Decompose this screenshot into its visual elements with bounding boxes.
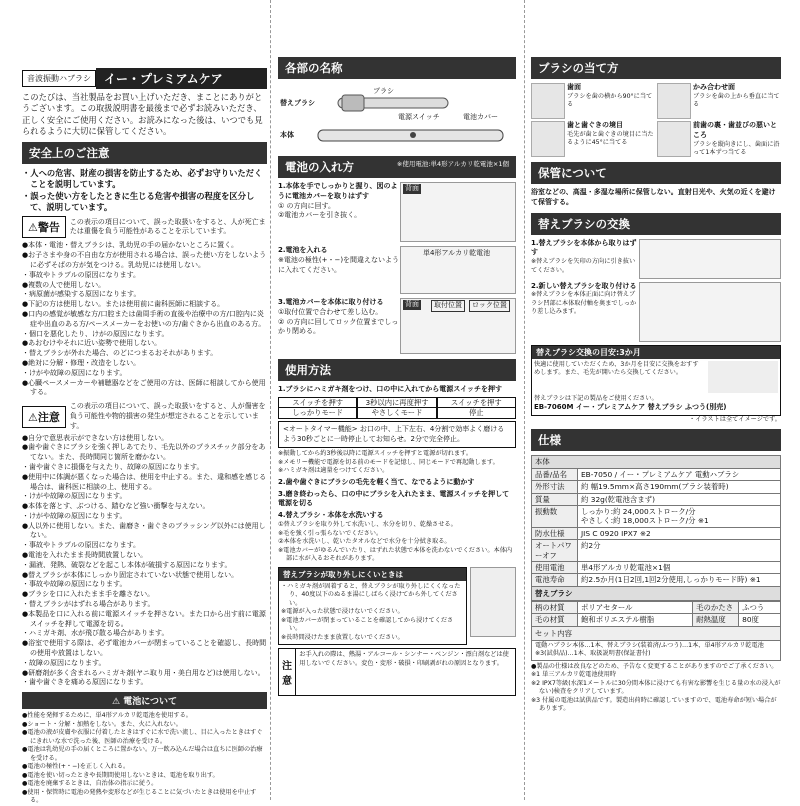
spec-heading: 仕様 bbox=[531, 429, 781, 451]
battery-step-2 bbox=[278, 246, 516, 294]
back-label: 背面 bbox=[405, 184, 419, 192]
spec-value: 単4形アルカリ乾電池×1個 bbox=[578, 562, 781, 574]
list-item: ●自分で意思表示ができない方は使用しない。 bbox=[22, 433, 169, 442]
spare-table bbox=[531, 601, 781, 627]
list-item: ・事故やトラブルの原因になります。 bbox=[22, 541, 141, 550]
list-item: ①替えブラシを取り外して水洗いし、水分を切り、乾燥させる。 bbox=[278, 521, 457, 529]
set-heading: セット内容 bbox=[531, 627, 781, 641]
angle-title: 前歯の裏・歯並びの悪いところ bbox=[693, 121, 777, 139]
mode-action: スイッチを押す bbox=[438, 398, 515, 408]
spec-key: オートパワーオフ bbox=[532, 540, 578, 562]
list-item: ・故障の原因になります。 bbox=[22, 658, 106, 667]
title-bar bbox=[22, 68, 267, 89]
angle-desc: ブラシを歯の上から垂直に当てる bbox=[693, 92, 780, 109]
list-item: ・ハミガキ剤が固着すると、替えブラシが取り外しにくくなったり、40度以下のぬるま湯にしばらく浸けてから外してください。 bbox=[281, 582, 461, 607]
angle-item bbox=[531, 121, 655, 157]
guide-title: 替えブラシ交換の目安:3か月 bbox=[532, 346, 780, 359]
step-2-title: 2.電池を入れる bbox=[278, 246, 328, 254]
step-1-title: 1.本体を手でしっかりと握り、図のように電池カバーを取りはずす bbox=[278, 182, 398, 200]
list-item: ●使用・保管時に電池の発熱や変形などが生じることに気づいたときは使用を中止する。 bbox=[22, 788, 257, 805]
column-safety bbox=[22, 52, 267, 805]
angle-item bbox=[531, 83, 655, 119]
replace-step-1-sub: ※替えブラシを矢印の方向に引き抜いてください。 bbox=[531, 258, 636, 274]
spec-row bbox=[532, 574, 781, 586]
step-1-sub: ① の方向に回す。 ②電池カバーを引き抜く。 bbox=[278, 201, 362, 220]
list-item: ●研磨剤が多く含まれるハミガキ剤(ヤニ取り用・美白用など)は使用しない。 bbox=[22, 668, 265, 677]
list-item: ●使用中に体調が悪くなった場合は、使用を中止する。また、違和感を感じる場合は、歯科医に相談の上、使用する。 bbox=[22, 472, 267, 491]
step-3-sub: ①取付位置で合わせて差し込む。 ② の方向に回してロック位置までしっかり閉める。 bbox=[278, 307, 399, 336]
mode-action: 3秒以内に再度押す bbox=[358, 398, 435, 408]
brush-callout: ブラシ bbox=[373, 87, 394, 95]
usage-step-4: 4.替えブラシ・本体を水洗いする bbox=[278, 511, 384, 520]
guide-spare: 替えブラシは下記の製品をご使用ください。 bbox=[534, 394, 658, 402]
safety-heading: 安全上のご注意 bbox=[22, 142, 267, 164]
product-name: イー・プレミアムケア bbox=[96, 68, 267, 89]
spec-key: 品番/品名 bbox=[532, 468, 578, 480]
list-item: ●絶対に分解・修理・改造をしない。 bbox=[22, 358, 141, 367]
replace-step-1-title: 1.替えブラシを本体から取りはずす bbox=[531, 238, 637, 257]
caution-desc: この表示の項目について、誤った取扱いをすると、人が傷害を負う可能性や物的損害の発生が想定されることを示しています。 bbox=[69, 402, 266, 430]
battery-notes-heading: ⚠ 電池について bbox=[22, 692, 267, 709]
care-caution-label: 注意 bbox=[279, 649, 296, 695]
spec-value: 約2.5か月(1日2回,1回2分使用,しっかりモード時) ※1 bbox=[578, 574, 781, 586]
angle-desc: ブラシを縦向きにし、歯面に沿って1本ずつ当てる bbox=[693, 140, 780, 157]
fold-line bbox=[270, 0, 271, 800]
auto-timer-note: <オートタイマー機能> お口の中、上下左右、4分割で効率よく磨けるよう30秒ごとに一時停止してお知らせ。2分で完全停止。 bbox=[278, 421, 516, 449]
list-item: ●口内の感覚が敏感な方/口腔または歯周手術の直後や治療中の方/口腔内に炎症や出血のある方/ペースメーカーをお使いの方/歯ぐきから出血のある方。 bbox=[22, 309, 266, 328]
attach-position-label: 取付位置 bbox=[431, 300, 465, 312]
list-item: ・替えブラシがはずれる場合があります。 bbox=[22, 600, 155, 609]
spec-value: 約 32g(乾電池含まず) bbox=[578, 493, 781, 505]
angle-title: かみ合わせ面 bbox=[693, 83, 735, 91]
list-item: ●心臓ペースメーカーや補聴器などをご使用の方は、医師に相談してから使用する。 bbox=[22, 378, 266, 397]
parts-diagram bbox=[278, 83, 516, 151]
list-item: ・誤った使い方をしたときに生じる危害や損害の程度を区分して、説明しています。 bbox=[22, 190, 255, 213]
step-3-title: 3.電池カバーを本体に取り付ける bbox=[278, 298, 384, 306]
storage-text: 浴室などの、高温・多湿な場所に保管しない。直射日光や、火気の近くを避けて保管する。 bbox=[531, 188, 776, 206]
lock-position-label: ロック位置 bbox=[469, 300, 510, 312]
back-label: 背面 bbox=[405, 300, 419, 308]
step-1-illustration bbox=[400, 182, 516, 242]
spare-key: 毛の材質 bbox=[532, 614, 578, 626]
mode-cell bbox=[357, 397, 436, 419]
list-item: ・歯や歯ぐきを痛める原因になります。 bbox=[22, 678, 148, 687]
spare-key: 耐熱温度 bbox=[693, 614, 739, 626]
battery-step-3 bbox=[278, 298, 516, 354]
mode-cell bbox=[437, 397, 516, 419]
list-item: ・替えブラシが外れた場合、のどにつまるおそれがあります。 bbox=[22, 349, 218, 358]
warning-list bbox=[22, 241, 267, 398]
caution-header bbox=[22, 402, 267, 431]
usage-step-3: 3.磨き終わったら、口の中にブラシを入れたまま、電源スイッチを押して電源を切る bbox=[278, 489, 510, 508]
spare-value: 80度 bbox=[739, 614, 781, 626]
warning-label: ⚠警告 bbox=[22, 216, 66, 238]
replace-step-2-sub: ※替えブラシを本体正面に向け替えブラシ凹部に本体取付軸を奥までしっかり差し込みます。 bbox=[531, 291, 637, 316]
spec-row bbox=[532, 481, 781, 493]
spare-row bbox=[532, 614, 781, 626]
spec-key: 電池寿命 bbox=[532, 574, 578, 586]
toothbrush-body-illustration bbox=[318, 125, 508, 145]
spec-key: 外形寸法 bbox=[532, 481, 578, 493]
list-item: ※振動してから約3秒後以降に電源スイッチを押すと電源が切れます。 bbox=[278, 450, 473, 458]
footer-notes bbox=[531, 663, 781, 714]
spec-value: 約2分 bbox=[578, 540, 781, 562]
parts-heading: 各部の名称 bbox=[278, 57, 516, 79]
angle-heading: ブラシの当て方 bbox=[531, 57, 781, 79]
list-item: ※メモリー機能で電源を切る前のモードを記憶し、同じモードで再起動します。 bbox=[278, 458, 499, 466]
tooth-illustration bbox=[531, 83, 565, 119]
set-text: 電動ハブラシ本体…1本、替えブラシ(装着済/ふつう)…1本、単4形アルカリ乾電池 ※3(試供品)…1本、取扱説明書(保証書付) bbox=[531, 641, 781, 661]
spec-table bbox=[531, 455, 781, 586]
brushing-angle-grid bbox=[531, 83, 781, 157]
list-item: ●本体・電池・替えブラシは、乳幼児の手の届かないところに置く。 bbox=[22, 241, 238, 250]
caution-icon: ⚠ bbox=[28, 410, 38, 424]
list-item: ●電池の極性(+・−)を正しく入れる。 bbox=[22, 763, 130, 771]
list-item: ・けがや故障の原因になります。 bbox=[22, 511, 127, 520]
illustration-note: ・イラストは全てイメージです。 bbox=[689, 415, 781, 423]
usage-heading: 使用方法 bbox=[278, 359, 516, 381]
safety-intro bbox=[22, 168, 267, 213]
angle-title: 歯面 bbox=[567, 83, 581, 91]
list-item: ・歯や歯ぐきに損傷を与えたり、故障の原因になります。 bbox=[22, 462, 204, 471]
warning-icon: ⚠ bbox=[28, 221, 38, 235]
angle-item bbox=[657, 121, 781, 157]
brush-wear-illustration bbox=[708, 361, 778, 393]
list-item: ※3 付属の電池は試供品です。製造出荷時に確認していますので、電池寿命が短い場合があります。 bbox=[531, 696, 777, 713]
caution-list bbox=[22, 434, 267, 689]
list-item: ・個口を悪化したり、けがの原因になります。 bbox=[22, 329, 169, 338]
replace-step-2 bbox=[531, 282, 781, 342]
column-care-specs bbox=[531, 52, 781, 770]
usage-step-2: 2.歯や歯ぐきにブラシの毛先を軽く当て、なでるように動かす bbox=[278, 477, 475, 486]
product-tag: 音波振動ハブラシ bbox=[22, 70, 96, 87]
list-item: ●浴室で使用する際は、必ず電池カバーが閉まっていることを確認し、長時間の使用や放置はしない。 bbox=[22, 639, 267, 658]
list-item: ●ブラシを口に入れたまま手を離さない。 bbox=[22, 590, 155, 599]
list-item: ●複数の人で使用しない。 bbox=[22, 280, 106, 289]
fold-line bbox=[524, 0, 525, 800]
care-caution-text: お手入れの際は、熱湯・アルコール・シンナー・ベンジン・漂白剤などは使用しないでください。変色・変形・破損・印刷剥がれの原因となります。 bbox=[299, 651, 509, 667]
spec-value: 約 幅19.5mm×高さ190mm(ブラシ装着時) bbox=[578, 481, 781, 493]
body-label: 本体 bbox=[280, 131, 294, 139]
list-item: ●性能を発揮するために、単4形アルカリ乾電池を使用する。 bbox=[22, 712, 192, 720]
spare-key: 柄の材質 bbox=[532, 601, 578, 613]
list-item: ●電池は乳幼児の手の届くところに置かない。万一飲み込んだ場合は直ちに医師の治療を受ける。 bbox=[22, 746, 263, 762]
list-item: ●お子さまや身の不自由な方が使用される場合は、誤った使い方をしないように必ずそばの方が気をつける。乳幼児には使用しない。 bbox=[22, 251, 267, 269]
removal-box bbox=[278, 567, 516, 646]
angle-desc: 毛先が歯と歯ぐきの境目に当たるように45°に当てる bbox=[567, 130, 654, 147]
mode-action: スイッチを押す bbox=[279, 398, 356, 408]
list-item: ●電池を入れたまま長時間放置しない。 bbox=[22, 551, 148, 560]
battery-heading: 電池の入れ方 ※使用電池:単4形アルカリ乾電池×1個 bbox=[278, 156, 516, 178]
list-item: ●替えブラシが本体にしっかり固定されていない状態で使用しない。 bbox=[22, 570, 239, 579]
removal-list bbox=[279, 581, 466, 645]
spec-value: しっかり:約 24,000ストローク/分 やさしく:約 18,000ストローク/分 ※1 bbox=[578, 506, 781, 528]
guide-model: EB-7060M イー・プレミアムケア 替えブラシ ふつう(別売) bbox=[534, 403, 727, 412]
removal-heading: 替えブラシが取り外しにくいときは bbox=[279, 568, 466, 581]
spec-key: 振動数 bbox=[532, 506, 578, 528]
list-item: ・事故や故障の原因になります。 bbox=[22, 580, 127, 589]
tooth-illustration bbox=[657, 121, 691, 157]
list-item: ②本体を水洗いし、乾いたタオルなどで水分を十分拭き取る。 bbox=[278, 538, 451, 546]
spec-body-label: 本体 bbox=[532, 456, 781, 468]
spec-row bbox=[532, 562, 781, 574]
list-item: ●電池を使い切ったときや長期間使用しないときは、電池を取り出す。 bbox=[22, 771, 219, 779]
list-item: ※電池カバーが閉まっていることを確認してから浸けてください。 bbox=[281, 616, 454, 633]
warning-desc: この表示の項目について、誤った取扱いをすると、人が死亡または重傷を負う可能性があることを示しています。 bbox=[69, 217, 266, 236]
battery-notes-list bbox=[22, 712, 267, 806]
spec-key: 使用電池 bbox=[532, 562, 578, 574]
usage-step-1: 1.ブラシにハミガキ剤をつけ、口の中に入れてから電源スイッチを押す bbox=[278, 385, 502, 393]
list-item: ●電池の液が皮膚や衣服に付着したときはすぐに水で洗い流し、目に入ったときはすぐにきれいな水で洗った後、医師の治療を受ける。 bbox=[22, 729, 263, 745]
tooth-illustration bbox=[657, 83, 691, 119]
mode-result: やさしくモード bbox=[358, 407, 435, 418]
replace-step-1-illustration bbox=[639, 239, 781, 279]
spare-value: ふつう bbox=[739, 601, 781, 613]
replace-step-2-title: 2.新しい替えブラシを取り付ける bbox=[531, 281, 637, 290]
spec-key: 質量 bbox=[532, 493, 578, 505]
column-usage bbox=[278, 52, 516, 770]
list-item: ※ハミガキ剤は適量をつけてください。 bbox=[278, 467, 389, 475]
list-item: ・事故やトラブルの原因になります。 bbox=[22, 270, 141, 279]
switch-label: 電源スイッチ bbox=[398, 113, 440, 121]
tooth-illustration bbox=[531, 121, 565, 157]
list-item: ●ショート・分解・加熱をしない。また、火に入れない。 bbox=[22, 720, 182, 728]
list-item: ●本体を落とす、ぶつける、踏むなど強い衝撃を与えない。 bbox=[22, 502, 210, 511]
list-item: ※1 単三アルカリ乾電池使用時 bbox=[531, 671, 617, 679]
angle-title: 歯と歯ぐきの境目 bbox=[567, 121, 623, 129]
list-item: ※長時間浸けたまま放置しないでください。 bbox=[281, 633, 404, 641]
replace-step-1 bbox=[531, 239, 781, 279]
replace-step-2-illustration bbox=[639, 282, 781, 342]
mode-result: しっかりモード bbox=[279, 407, 356, 418]
guide-text: 快適に使用していただくため、3か月を目安に交換をおすすめします。また、毛先が開いたら交換してください。 bbox=[534, 360, 699, 377]
cover-label: 電池カバー bbox=[463, 113, 498, 121]
warning-header bbox=[22, 216, 267, 238]
list-item: ●電池を廃棄するときは、自治体の指示に従う。 bbox=[22, 780, 158, 788]
intro-text: このたびは、当社製品をお買い上げいただき、まことにありがとうございます。この取扱説明書を最後まで必ずお読みいただき、正しく安全にご使用ください。お読みになった後は、いつでも見られるように大切に保管してください。 bbox=[22, 92, 263, 136]
list-item: ●本製品を口に入れる前に電源スイッチを押さない。また口から出す前に電源スイッチを押して電源を切る。 bbox=[22, 609, 266, 628]
list-item: ・けがや故障の原因になります。 bbox=[22, 368, 127, 377]
list-item: ●下記の方は使用しない。または使用前に歯科医師に相談する。 bbox=[22, 300, 225, 309]
spec-row bbox=[532, 468, 781, 480]
angle-desc: ブラシを歯の横から90°に当てる bbox=[567, 92, 653, 109]
list-item: ・人への危害、財産の損害を防止するため、必ずお守りいただくことを説明しています。 bbox=[22, 168, 263, 190]
spec-key: 防水仕様 bbox=[532, 527, 578, 539]
usage-notes bbox=[278, 450, 516, 476]
list-item: ●人以外に使用しない。また、歯磨き・歯ぐきのブラッシング以外には使用しない。 bbox=[22, 521, 266, 540]
spec-row bbox=[532, 506, 781, 528]
list-item: ・けがや故障の原因になります。 bbox=[22, 492, 127, 501]
list-item: ・漏液、発熱、破裂などを起こし本体が破損する原因になります。 bbox=[22, 560, 232, 569]
replace-guide-box bbox=[531, 345, 781, 416]
battery-type-label: 単4形アルカリ乾電池 bbox=[423, 249, 491, 257]
brush-label: 替えブラシ bbox=[280, 99, 315, 107]
spec-value: JIS C 0920 IPX7 ※2 bbox=[578, 527, 781, 539]
storage-heading: 保管について bbox=[531, 162, 781, 184]
step-2-sub: ※電池の極性(+・−)を間違えないように入れてください。 bbox=[278, 255, 400, 274]
mode-result: 停止 bbox=[438, 407, 515, 418]
spec-value: EB-7050 / イー・プレミアムケア 電動ハブラシ bbox=[578, 468, 781, 480]
list-item: ●歯や歯ぐきにブラシを強く押しあてたり、毛先以外のプラスチック部分をあてない。また、長時間同じ箇所を磨かない。 bbox=[22, 443, 266, 462]
cup-illustration bbox=[470, 567, 516, 637]
spare-heading: 替えブラシ bbox=[531, 587, 781, 601]
spec-row bbox=[532, 527, 781, 539]
list-item: ※2 IPX7等級(水深1メートルに30分間本体に浸けても有害な影響を生じる量の水の浸入がない)検査をクリアしています。 bbox=[531, 679, 781, 696]
spec-row bbox=[532, 540, 781, 562]
replace-heading: 替えブラシの交換 bbox=[531, 213, 781, 235]
list-item: ※電池カバーがゆるんでいたり、はずれた状態で本体を洗わないでください。本体内部に水が入るおそれがあります。 bbox=[278, 546, 513, 563]
step-3-illustration bbox=[400, 298, 516, 354]
mode-table bbox=[278, 397, 516, 419]
spare-value: 飽和ポリエステル樹脂 bbox=[578, 614, 693, 626]
list-item: ※毛を強く引っ張らないでください。 bbox=[278, 529, 383, 537]
spare-key: 毛のかたさ bbox=[693, 601, 739, 613]
spare-value: ポリアセタール bbox=[578, 601, 693, 613]
mode-cell bbox=[278, 397, 357, 419]
angle-item bbox=[657, 83, 781, 119]
replacement-brush-illustration bbox=[338, 93, 468, 113]
list-item: ●製品の仕様は改良などのため、予告なく変更することがありますのでご了承ください。 bbox=[531, 662, 778, 670]
battery-step-1 bbox=[278, 182, 516, 242]
list-item: ・ハミガキ剤、水が飛び散る場合があります。 bbox=[22, 629, 169, 638]
list-item: ●あおむけやそれに近い姿勢で使用しない。 bbox=[22, 339, 162, 348]
warning-icon: ⚠ bbox=[111, 697, 124, 708]
care-caution bbox=[278, 648, 516, 696]
spec-row bbox=[532, 493, 781, 505]
list-item: ・病原菌が感染する原因になります。 bbox=[22, 290, 141, 299]
caution-label: ⚠注意 bbox=[22, 406, 66, 428]
list-item: ※電源が入った状態で浸けないでください。 bbox=[281, 608, 404, 616]
step-2-illustration bbox=[400, 246, 516, 294]
usage-step-4-notes bbox=[278, 521, 516, 564]
spare-row bbox=[532, 601, 781, 613]
